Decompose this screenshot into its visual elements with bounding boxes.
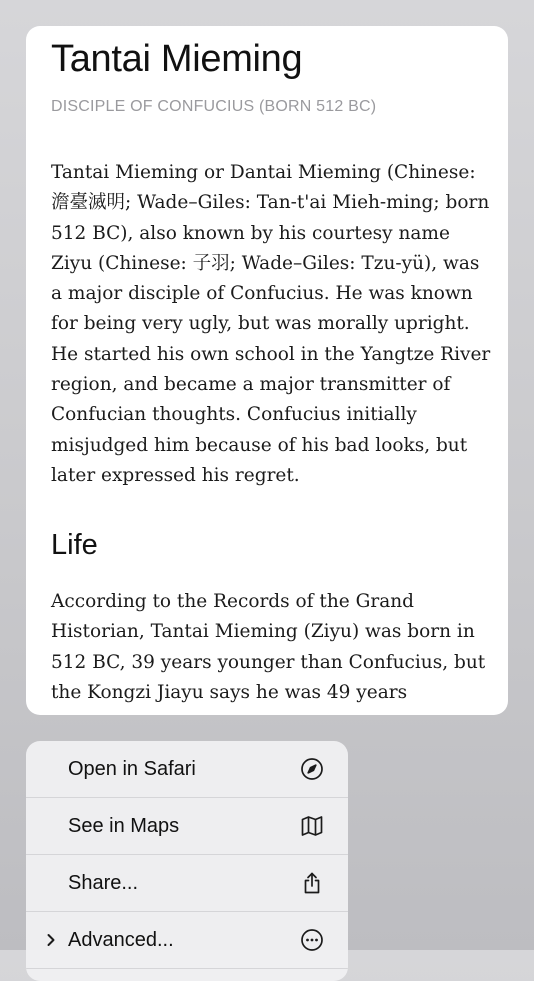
map-icon xyxy=(300,814,324,838)
share-icon xyxy=(300,871,324,895)
article-intro-paragraph: Tantai Mieming or Dantai Mieming (Chinese: 澹臺滅明; Wade–Giles: Tan-t'ai Mieh-ming; born 512 BC), also known by his courtesy name Ziyu (Chinese: 子羽; Wade–Giles: Tzu-yü), was a major disciple of Confucius. He was known for being very ugly, but was morally upright. He started his own school in the Yangtze River region, and became a major transmitter of Confucian thoughts. Confucius initially misjudged him because of his bad looks, but later expressed his regret. xyxy=(51,162,491,486)
link-preview-card[interactable] xyxy=(26,26,508,715)
section-heading-life: Life xyxy=(51,529,98,561)
menu-item-share[interactable] xyxy=(26,855,348,912)
chevron-right-icon xyxy=(44,933,58,947)
menu-item-advanced[interactable] xyxy=(26,912,348,969)
menu-item-open-in-safari[interactable] xyxy=(26,741,348,798)
menu-item-label: See in Maps xyxy=(68,814,180,837)
compass-icon xyxy=(300,757,324,781)
menu-item-label: Share... xyxy=(68,871,139,894)
context-menu xyxy=(26,741,348,981)
menu-item-label: Open in Safari xyxy=(68,757,196,780)
ellipsis-circle-icon xyxy=(300,928,324,952)
article-title: Tantai Mieming xyxy=(51,38,303,80)
menu-item-label: Advanced... xyxy=(68,928,174,951)
menu-item-see-in-maps[interactable] xyxy=(26,798,348,855)
life-paragraph: According to the Records of the Grand Historian, Tantai Mieming (Ziyu) was born in 512 BC, 39 years younger than Confucius, but the Kongzi Jiayu says he was 49 years xyxy=(51,591,486,703)
article-subtitle: DISCIPLE OF CONFUCIUS (BORN 512 BC) xyxy=(51,98,377,115)
